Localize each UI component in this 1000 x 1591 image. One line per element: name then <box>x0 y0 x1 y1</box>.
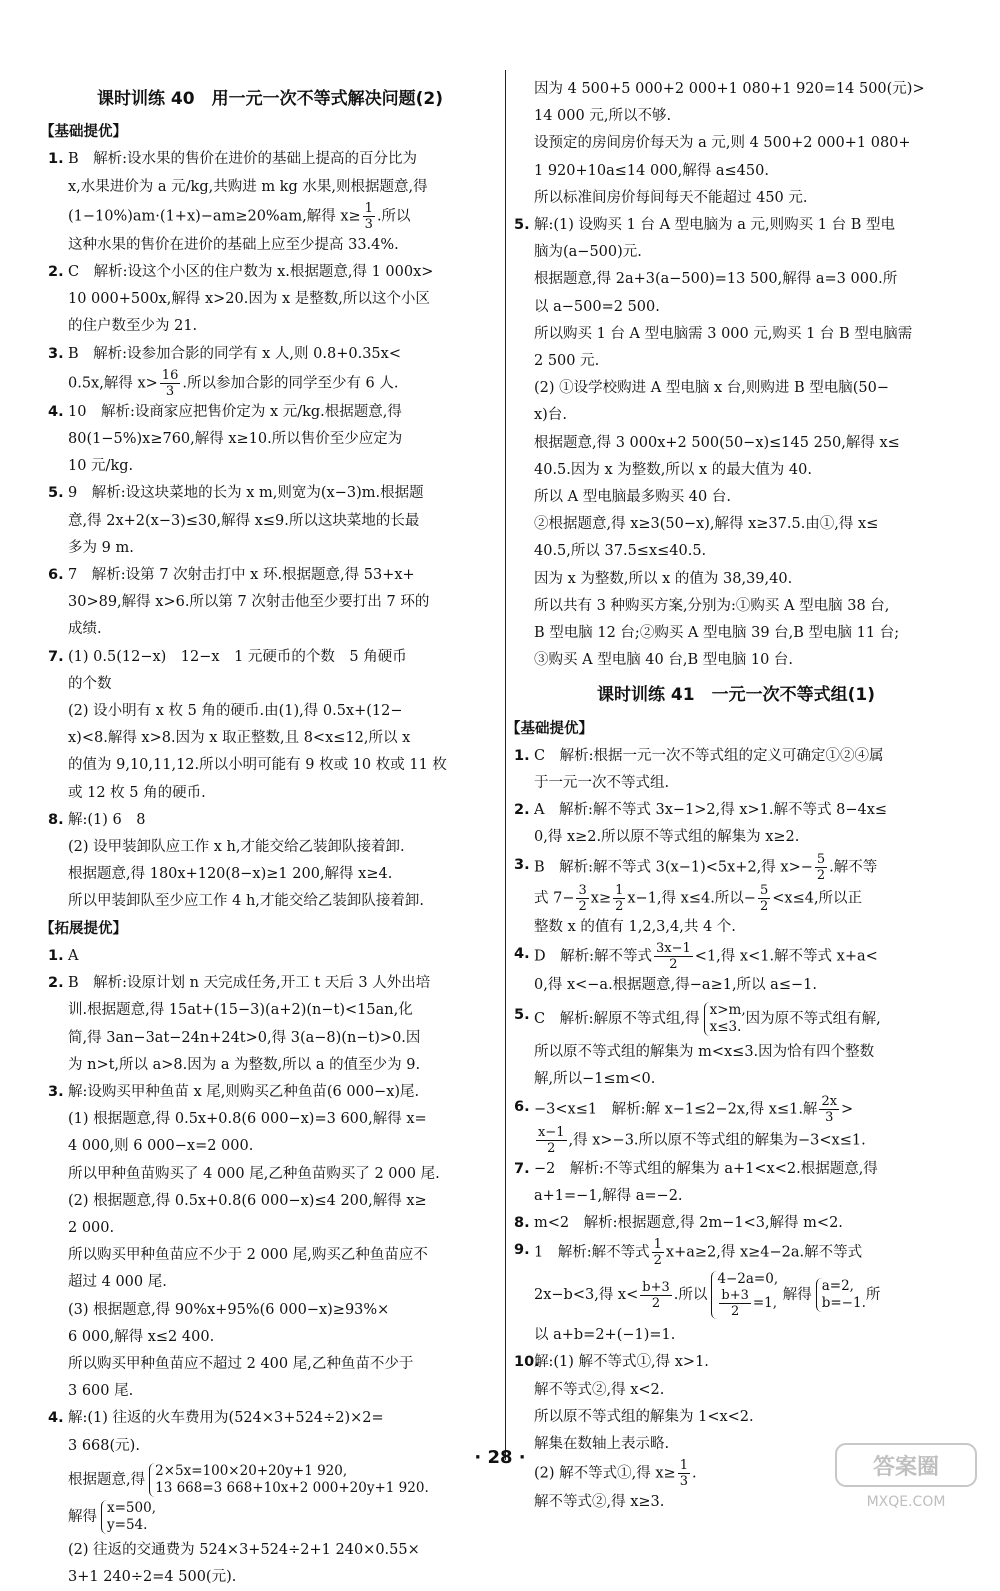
watermark-url: MXQE.COM <box>866 1494 946 1510</box>
basic-header-41: 【基础提优】 <box>506 720 593 737</box>
q41-9: 9. 1 解析:解不等式 $\frac{1}{2}$ x+a≥2,得 x≥4−2a.解不等式 2x−b<3,得 x< $\frac{b+3}{2}$ .所以 4−2a=0, $\frac{b+3}{2}$ =1, 解得 a=2, b=−1. 所 以 a+b=2+(−1)=1. <box>514 1237 881 1344</box>
q40-ext-1: 1. A <box>48 947 79 964</box>
right-column <box>506 76 962 1516</box>
q41-4: 4. D 解析:解不等式 $\frac{3x-1}{2}$ <1,得 x<1.解不等式 x+a< 0,得 x<−a.根据题意,得−a≥1,所以 a≤−1. <box>514 940 878 993</box>
equation-system: 2×5x=100×20+20y+1 920, 13 668=3 668+10x+2 000+20y+1 920. <box>149 1463 429 1497</box>
watermark-logo <box>832 1438 982 1516</box>
q40-6: 6. 7 解析:设第 7 次射击打中 x 环.根据题意,得 53+x+ 30>89,解得 x>6.所以第 7 次射击他至少要打出 7 环的 成绩. <box>48 567 430 638</box>
q40-2: 2. C 解析:设这个小区的住户数为 x.根据题意,得 1 000x> 10 000+500x,解得 x>20.因为 x 是整数,所以这个小区 的住户数至少为 21. <box>48 264 434 335</box>
lesson-41-title: 课时训练 41 一元一次不等式组(1) <box>597 685 875 706</box>
q41-3: 3. B 解析:解不等式 3(x−1)<5x+2,得 x>− $\frac{5}{2}$ .解不等 式 7− $\frac{3}{2}$ x≥ $\frac{1}{2}$ x−1,得 x≤4.所以− $\frac{5}{2}$ <x≤4,所以正 整数 x 的值有 1,2,3,4,共 4 个. <box>514 851 878 935</box>
equation-system: 4−2a=0, $\frac{b+3}{2}$ =1, <box>711 1271 778 1319</box>
q41-2: 2. A 解析:解不等式 3x−1>2,得 x>1.解不等式 8−4x≤ 0,得 x≥2.所以原不等式组的解集为 x≥2. <box>514 802 888 846</box>
q40-1: 1. B 解析:设水果的售价在进价的基础上提高的百分比为 x,水果进价为 a 元/kg,共购进 m kg 水果,则根据题意,得 (1−10%)am·(1+x)−am≥20%am,解得 x≥ $\frac{1}{3}$ .所以 这种水果的售价在进价的基础上应至少提高 33.4%. <box>48 151 428 253</box>
solution-system: x=500, y=54. <box>101 1500 156 1534</box>
left-column <box>40 78 496 1591</box>
q41-8: 8. m<2 解析:根据题意,得 2m−1<3,解得 m<2. <box>514 1214 843 1231</box>
q41-1: 1. C 解析:根据一元一次不等式组的定义可确定①②④属 于一元一次不等式组. <box>514 747 884 792</box>
q40-ext-5: 5. 解:(1) 设购买 1 台 A 型电脑为 a 元,则购买 1 台 B 型电 脑为(a−500)元. 根据题意,得 2a+3(a−500)=13 500,解得 a=3 000.所 以 a−500=2 500. 所以购买 1 台 A 型电脑需 3 000 元,购买 1 台 B 型电脑需 2 500 元. (2) ①设学校购进 A 型电脑 x 台,则购进 B 型电脑(50− x)台. 根据题意,得 3 000x+2 500(50−x)≤145 250,解得 x≤ 40.5.因为 x 为整数,所以 x 的最大值为 40. 所以 A 型电脑最多购买 40 台. ②根据题意,得 x≥3(50−x),解得 x≥37.5.由①,得 x≤ 40.5,所以 37.5≤x≤40.5. 因为 x 为整数,所以 x 的值为 38,39,40. 所以共有 3 种购买方案,分别为:①购买 A 型电脑 38 台, B 型电脑 12 台;②购买 A 型电脑 39 台,B 型电脑 11 台; ③购买 A 型电脑 40 台,B 型电脑 10 台. <box>514 217 913 669</box>
q40-4: 4. 10 解析:设商家应把售价定为 x 元/kg.根据题意,得 80(1−5%)x≥760,解得 x≥10.所以售价至少应定为 10 元/kg. <box>48 403 403 475</box>
q40-5: 5. 9 解析:设这块菜地的长为 x m,则宽为(x−3)m.根据题 意,得 2x+2(x−3)≤30,解得 x≤9.所以这块菜地的长最 多为 9 m. <box>48 485 424 556</box>
q40-ext-3: 3. 解:设购买甲种鱼苗 x 尾,则购买乙种鱼苗(6 000−x)尾. (1) 根据题意,得 0.5x+0.8(6 000−x)=3 600,解得 x= 4 000,则 6 000−x=2 000. 所以甲种鱼苗购买了 4 000 尾,乙种鱼苗购买了 2 000 尾. (2) 根据题意,得 0.5x+0.8(6 000−x)≤4 200,解得 x≥ 2 000. 所以购买甲种鱼苗应不少于 2 000 尾,购买乙种鱼苗应不 超过 4 000 尾. (3) 根据题意,得 90%x+95%(6 000−x)≥93%× 6 000,解得 x≤2 400. 所以购买甲种鱼苗应不超过 2 400 尾,乙种鱼苗不少于 3 600 尾. <box>48 1083 440 1400</box>
page-number: · 28 · <box>474 1447 526 1468</box>
q41-5: 5. C 解析:解原不等式组,得 x>m, x≤3. 因为原不等式组有解, 所以原不等式组的解集为 m<x≤3.因为恰有四个整数 解,所以−1≤m<0. <box>514 1002 881 1088</box>
inequality-system: x>m, x≤3. <box>704 1002 746 1036</box>
q41-10: 10. 解:(1) 解不等式①,得 x>1. 解不等式②,得 x<2. 所以原不等式组的解集为 1<x<2. 解集在数轴上表示略. (2) 解不等式①,得 x≥ $\frac{1}{3}$ . 解不等式②,得 x≥3. <box>514 1354 754 1511</box>
q40-7: 7. (1) 0.5(12−x) 12−x 1 元硬币的个数 5 角硬币 的个数 (2) 设小明有 x 枚 5 角的硬币.由(1),得 0.5x+(12− x)<8.解得 x>8.因为 x 取正整数,且 8<x≤12,所以 x 的值为 9,10,11,12.所以小明可能有 9 枚或 10 枚或 11 枚 或 12 枚 5 角的硬币. <box>48 648 447 801</box>
q41-7: 7. −2 解析:不等式组的解集为 a+1<x<2.根据题意,得 a+1=−1,解得 a=−2. <box>514 1160 878 1204</box>
q41-6: 6. −3<x≤1 解析:解 x−1≤2−2x,得 x≤1.解 $\frac{2x}{3}$ > $\frac{x-1}{2}$ ,得 x>−3.所以原不等式组的解集为−3<x≤1. <box>514 1093 866 1156</box>
q40-3: 3. B 解析:设参加合影的同学有 x 人,则 0.8+0.35x< 0.5x,解得 x> $\frac{16}{3}$ .所以参加合影的同学至少有 6 人. <box>48 345 401 399</box>
watermark-text: 答案圈 <box>872 1455 940 1480</box>
solution-system: a=2, b=−1. <box>816 1278 866 1312</box>
ext-header-40: 【拓展提优】 <box>40 920 127 937</box>
q40-ext-4: 4. 解:(1) 往返的火车费用为(524×3+524÷2)×2= 3 668(元). 根据题意,得 2×5x=100×20+20y+1 920, 13 668=3 668+10x+2 000+20y+1 920. 解得 x=500, y=54. (2) 往返的交通费为 524×3+524÷2+1 240×0.55× 3+1 240÷2=4 500(元). <box>48 1410 429 1585</box>
lesson-40-title: 课时训练 40 用一元一次不等式解决问题(2) <box>97 89 443 109</box>
q40-ext-4-continued: 因为 4 500+5 000+2 000+1 080+1 920=14 500(元)> 14 000 元,所以不够. 设预定的房间房价每天为 a 元,则 4 500+2 000+1 080+ 1 920+10a≤14 000,解得 a≤450. 所以标准间房价每间每天不能超过 450 元. <box>534 81 925 206</box>
basic-header-40: 【基础提优】 <box>40 124 127 141</box>
q40-8: 8. 解:(1) 6 8 (2) 设甲装卸队应工作 x h,才能交给乙装卸队接着卸. 根据题意,得 180x+120(8−x)≥1 200,解得 x≥4. 所以甲装卸队至少应工作 4 h,才能交给乙装卸队接着卸. <box>48 811 424 910</box>
column-divider <box>505 70 506 1460</box>
q40-ext-2: 2. B 解析:设原计划 n 天完成任务,开工 t 天后 3 人外出培 训.根据题意,得 15at+(15−3)(a+2)(n−t)<15an,化 简,得 3an−3at−24n+24t>0,得 3(a−8)(n−t)>0.因 为 n>t,所以 a>8.因为 a 为整数,所以 a 的值至少为 9. <box>48 975 431 1073</box>
